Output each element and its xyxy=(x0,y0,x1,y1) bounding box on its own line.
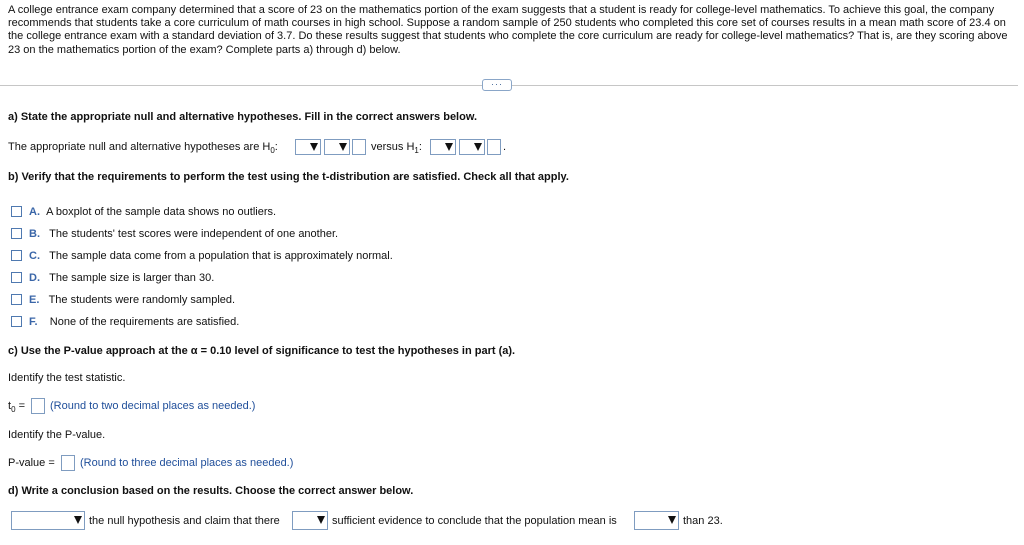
chevron-down-icon xyxy=(317,516,325,524)
part-d-heading: d) Write a conclusion based on the results. Choose the correct answer below. xyxy=(8,485,414,497)
hypotheses-period: . xyxy=(503,141,507,153)
p-value-round-hint: (Round to three decimal places as needed.) xyxy=(80,457,294,469)
option-c-checkbox[interactable] xyxy=(11,250,22,261)
greater-less-dropdown[interactable] xyxy=(634,511,679,530)
part-b-heading: b) Verify that the requirements to perform the test using the t-distribution are satisfied. Check all that apply. xyxy=(8,171,569,183)
h0-operator-dropdown[interactable] xyxy=(324,139,350,155)
option-e-checkbox[interactable] xyxy=(11,294,22,305)
p-value-input[interactable] xyxy=(61,455,75,471)
conclusion-text-3: than 23. xyxy=(683,515,723,527)
h1-value-input[interactable] xyxy=(487,139,501,155)
part-c-heading: c) Use the P-value approach at the α = 0.10 level of significance to test the hypotheses in part (a). xyxy=(8,345,516,357)
p-value-label: P-value = xyxy=(8,457,55,469)
t0-round-hint: (Round to two decimal places as needed.) xyxy=(50,400,256,412)
identify-test-statistic: Identify the test statistic. xyxy=(8,372,126,384)
conclusion-text-2: sufficient evidence to conclude that the population mean is xyxy=(332,515,617,527)
option-a-checkbox[interactable] xyxy=(11,206,22,217)
t0-label: $t_0$ = xyxy=(8,400,25,415)
option-d-checkbox[interactable] xyxy=(11,272,22,283)
option-f-checkbox[interactable] xyxy=(11,316,22,327)
hypotheses-sentence: The appropriate null and alternative hypotheses are $H_0$: xyxy=(8,141,278,156)
chevron-down-icon xyxy=(74,516,82,524)
option-b[interactable]: B. The students' test scores were independent of one another. xyxy=(29,228,339,240)
expand-more-button[interactable]: ··· xyxy=(482,79,512,91)
option-d[interactable]: D. The sample size is larger than 30. xyxy=(29,272,215,284)
versus-label: versus $H_1$: xyxy=(371,141,422,156)
option-f[interactable]: F. None of the requirements are satisfied. xyxy=(29,316,240,328)
option-b-checkbox[interactable] xyxy=(11,228,22,239)
chevron-down-icon xyxy=(668,516,676,524)
chevron-down-icon xyxy=(339,143,347,151)
part-a-heading: a) State the appropriate null and alternative hypotheses. Fill in the correct answers below. xyxy=(8,111,478,123)
h1-parameter-dropdown[interactable] xyxy=(430,139,456,155)
h0-value-input[interactable] xyxy=(352,139,366,155)
chevron-down-icon xyxy=(474,143,482,151)
identify-p-value: Identify the P-value. xyxy=(8,429,106,441)
test-statistic-input[interactable] xyxy=(31,398,45,414)
reject-decision-dropdown[interactable] xyxy=(11,511,85,530)
h0-parameter-dropdown[interactable] xyxy=(295,139,321,155)
option-a[interactable]: A. A boxplot of the sample data shows no outliers. xyxy=(29,206,277,218)
conclusion-text-1: the null hypothesis and claim that there xyxy=(89,515,280,527)
option-e[interactable]: E. The students were randomly sampled. xyxy=(29,294,236,306)
chevron-down-icon xyxy=(445,143,453,151)
h1-operator-dropdown[interactable] xyxy=(459,139,485,155)
chevron-down-icon xyxy=(310,143,318,151)
is-is-not-dropdown[interactable] xyxy=(292,511,328,530)
option-c[interactable]: C. The sample data come from a population that is approximately normal. xyxy=(29,250,393,262)
problem-statement: A college entrance exam company determined that a score of 23 on the mathematics portion of the exam suggests that a student is ready for college-level mathematics. To achieve this goal, the company recommends that students take a core curriculum of math courses in high school. Suppose a random sample of 250 students who completed this core set of courses results in a mean math score of 23.4 on the college entrance exam with a standard deviation of 3.7. Do these results suggest that students who complete the core curriculum are ready for college-level mathematics? That is, are they scoring above 23 on the mathematics portion of the exam? Complete parts a) through d) below. xyxy=(8,4,1008,56)
